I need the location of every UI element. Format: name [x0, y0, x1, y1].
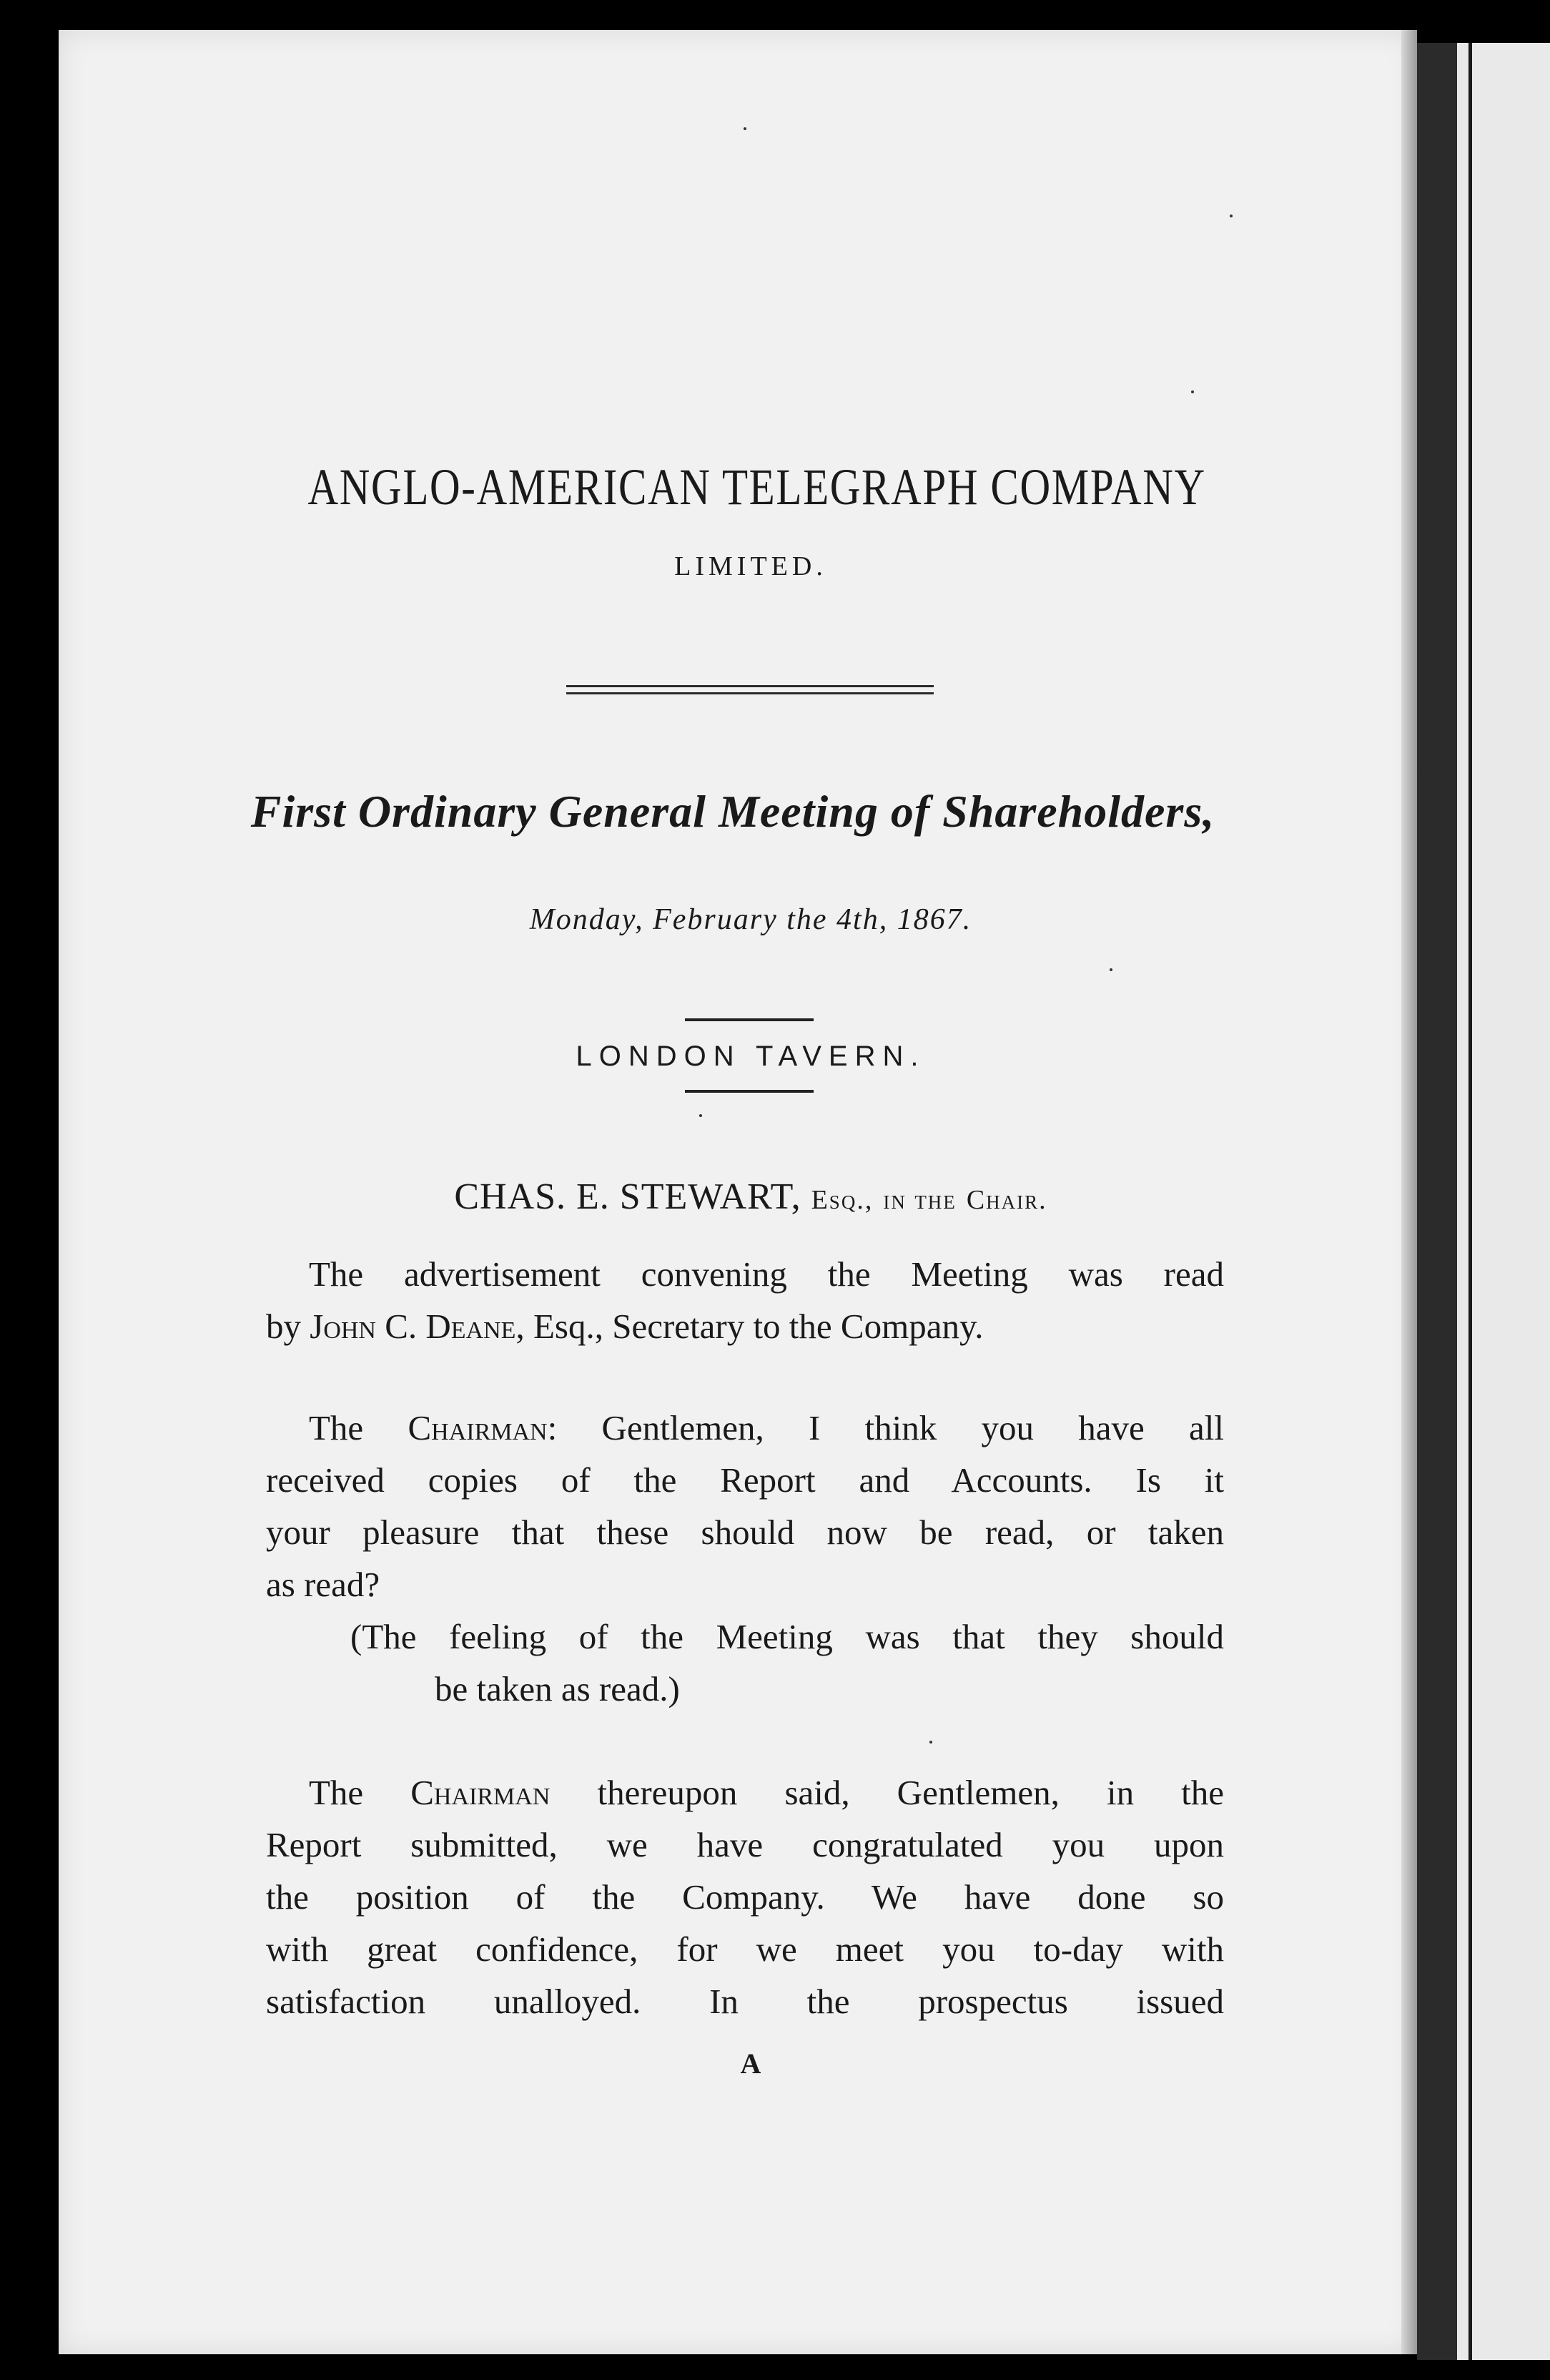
signature-mark: A	[740, 2047, 761, 2080]
para2-line4: as read?	[266, 1565, 380, 1604]
scan-speck	[929, 1741, 932, 1744]
para1-line2-pre: by	[266, 1307, 301, 1346]
para3-line4: with great confidence, for we meet you to-day with	[266, 1929, 1224, 1969]
parenthetical-note	[266, 1611, 1224, 1715]
binding-shadow	[1417, 43, 1457, 2360]
para3-line1	[266, 1766, 1224, 1819]
para3-line1-post: thereupon said, Gentlemen, in the	[597, 1773, 1225, 1812]
paren-line2: be taken as read.)	[435, 1669, 680, 1708]
scan-speck	[744, 127, 746, 130]
binding-line	[1468, 43, 1472, 2360]
scan-speck	[699, 1114, 702, 1117]
para2-line2: received copies of the Report and Accounts. Is it	[266, 1460, 1224, 1500]
paragraph-chairman-question	[266, 1402, 1224, 1611]
venue-rule-bottom	[685, 1090, 814, 1093]
chair-esq: Esq.,	[811, 1185, 874, 1215]
para3-line5: satisfaction unalloyed. In the prospectus issued	[266, 1982, 1224, 2021]
title-rule-top	[566, 685, 934, 687]
company-limited: LIMITED.	[674, 551, 827, 581]
meeting-title: First Ordinary General Meeting of Shareholders,	[250, 786, 1215, 837]
company-title: ANGLO-AMERICAN TELEGRAPH COMPANY	[307, 458, 1206, 516]
scan-speck	[1230, 215, 1233, 217]
para2-line3: your pleasure that these should now be read, or taken	[266, 1513, 1224, 1552]
para3-line1-pre: The	[309, 1773, 364, 1812]
para3-line3: the position of the Company. We have done so	[266, 1877, 1224, 1917]
chair-name: CHAS. E. STEWART,	[454, 1176, 801, 1217]
para1-line1: The advertisement convening the Meeting was read	[309, 1254, 1224, 1294]
para3-line2: Report submitted, we have congratulated you upon	[266, 1825, 1224, 1864]
chair-line	[243, 1176, 1258, 1218]
scan-speck	[1191, 390, 1194, 393]
para1-line2-post: Esq., Secretary to the Company.	[533, 1307, 984, 1346]
para2-line1-post: : Gentlemen, I think you have all	[547, 1408, 1225, 1447]
secretary-name: John C. Deane,	[310, 1307, 525, 1346]
venue: LONDON TAVERN.	[576, 1041, 926, 1072]
chair-chair: Chair.	[966, 1185, 1047, 1215]
scan-speck	[1110, 968, 1112, 971]
paren-line1: (The feeling of the Meeting was that they should	[350, 1617, 1224, 1656]
title-rule-bottom	[566, 692, 934, 694]
chairman-label-2: Chairman	[410, 1773, 551, 1812]
paragraph-chairman-speech	[266, 1766, 1224, 2027]
chairman-label: Chairman	[408, 1408, 548, 1447]
para2-line1	[266, 1402, 1224, 1454]
chair-in-the: in the	[883, 1185, 957, 1215]
para2-line1-pre: The	[309, 1408, 364, 1447]
meeting-date: Monday, February the 4th, 1867.	[529, 903, 972, 936]
venue-rule-top	[685, 1018, 814, 1021]
page-gutter	[1401, 30, 1417, 2354]
paragraph-advertisement	[266, 1248, 1224, 1352]
para1-line2	[266, 1300, 1224, 1352]
